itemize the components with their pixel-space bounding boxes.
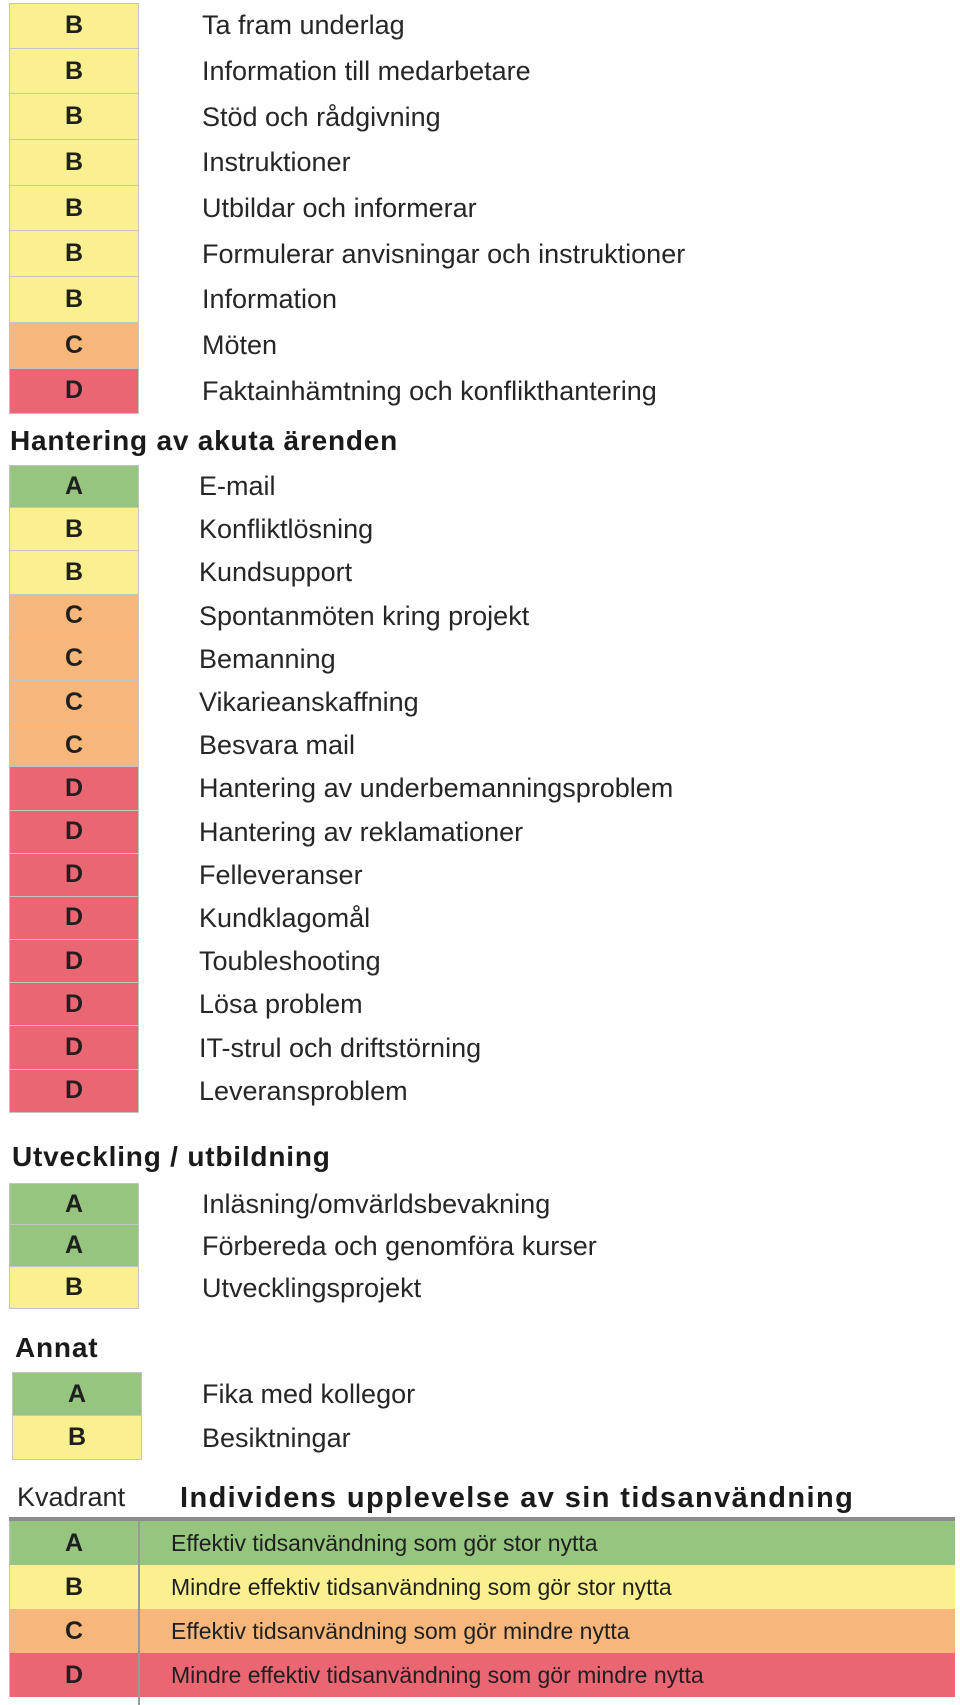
activity-row xyxy=(0,1026,960,1069)
legend-quadrant: D xyxy=(64,1660,84,1689)
quadrant-cell: D xyxy=(9,940,139,983)
activity-row xyxy=(0,186,960,232)
activity-label: Konfliktlösning xyxy=(199,514,374,545)
activity-label: Utvecklingsprojekt xyxy=(202,1272,422,1303)
legend-quadrant: B xyxy=(64,1572,84,1601)
quadrant-cell: B xyxy=(9,551,139,594)
activity-row xyxy=(0,940,960,983)
quadrant-cell: B xyxy=(9,140,139,186)
quadrant-cell: A xyxy=(12,1372,142,1416)
quadrant-cell: C xyxy=(9,323,139,369)
activity-label: Möten xyxy=(202,330,278,361)
activity-row xyxy=(0,638,960,681)
legend-description: Effektiv tidsanvändning som gör mindre nytta xyxy=(171,1617,630,1644)
quadrant-cell: C xyxy=(9,681,139,724)
quadrant-cell: A xyxy=(9,465,139,508)
activity-row xyxy=(0,681,960,724)
legend-header xyxy=(0,1482,960,1522)
quadrant-cell: C xyxy=(9,595,139,638)
quadrant-cell: D xyxy=(9,897,139,940)
activity-row xyxy=(0,1267,960,1309)
activity-label: Hantering av reklamationer xyxy=(199,816,524,847)
activity-label: Information till medarbetare xyxy=(202,56,531,87)
activity-row xyxy=(0,1183,960,1225)
activity-row xyxy=(0,465,960,508)
activity-label: Stöd och rådgivning xyxy=(202,101,441,132)
activity-row xyxy=(0,551,960,594)
activity-list xyxy=(0,3,960,414)
activity-section-1 xyxy=(0,3,960,414)
legend-row xyxy=(9,1653,955,1697)
quadrant-cell: B xyxy=(9,231,139,277)
quadrant-cell: D xyxy=(9,1070,139,1113)
activity-row xyxy=(0,854,960,897)
activity-label: Besvara mail xyxy=(199,730,356,761)
activity-row xyxy=(0,1416,960,1460)
quadrant-cell: A xyxy=(9,1183,139,1225)
activity-list xyxy=(0,465,960,1113)
legend-column-label: Kvadrant xyxy=(17,1482,126,1512)
quadrant-cell: B xyxy=(9,277,139,323)
activity-label: IT-strul och driftstörning xyxy=(199,1032,482,1063)
legend-row xyxy=(9,1521,955,1565)
activity-label: Utbildar och informerar xyxy=(202,193,477,224)
legend-column-divider xyxy=(138,1521,140,1705)
activity-section-acute xyxy=(0,465,960,1113)
activity-label: Information xyxy=(202,284,338,315)
quadrant-cell: C xyxy=(9,724,139,767)
activity-label: Toubleshooting xyxy=(199,946,381,977)
section-heading-acute: Hantering av akuta ärenden xyxy=(10,425,399,456)
legend-border xyxy=(9,1521,10,1697)
activity-section-other xyxy=(0,1372,960,1460)
activity-label: Kundklagomål xyxy=(199,902,371,933)
activity-label: E-mail xyxy=(199,471,276,502)
activity-row xyxy=(0,94,960,140)
quadrant-cell: B xyxy=(12,1416,142,1460)
legend-description: Mindre effektiv tidsanvändning som gör mindre nytta xyxy=(171,1661,704,1688)
activity-row xyxy=(0,595,960,638)
activity-label: Leveransproblem xyxy=(199,1075,408,1106)
activity-label: Bemanning xyxy=(199,643,336,674)
activity-label: Kundsupport xyxy=(199,557,353,588)
activity-row xyxy=(0,724,960,767)
activity-label: Formulerar anvisningar och instruktioner xyxy=(202,238,686,269)
activity-row xyxy=(0,3,960,49)
activity-list xyxy=(0,1372,960,1460)
activity-label: Lösa problem xyxy=(199,989,363,1020)
activity-label: Förbereda och genomföra kurser xyxy=(202,1230,597,1261)
quadrant-cell: B xyxy=(9,186,139,232)
section-heading-other: Annat xyxy=(15,1332,99,1363)
activity-row xyxy=(0,231,960,277)
legend-description: Mindre effektiv tidsanvändning som gör stor nytta xyxy=(171,1573,672,1600)
quadrant-cell: B xyxy=(9,1267,139,1309)
quadrant-cell: B xyxy=(9,3,139,49)
quadrant-cell: A xyxy=(9,1225,139,1267)
legend-row xyxy=(9,1565,955,1609)
quadrant-cell: C xyxy=(9,638,139,681)
activity-label: Spontanmöten kring projekt xyxy=(199,600,530,631)
activity-list xyxy=(0,1183,960,1309)
quadrant-legend xyxy=(9,1521,955,1697)
activity-row xyxy=(0,811,960,854)
legend-quadrant: A xyxy=(64,1528,84,1557)
activity-row xyxy=(0,140,960,186)
quadrant-cell: B xyxy=(9,508,139,551)
activity-label: Instruktioner xyxy=(202,147,351,178)
activity-row xyxy=(0,983,960,1026)
activity-label: Hantering av underbemanningsproblem xyxy=(199,773,674,804)
quadrant-cell: D xyxy=(9,983,139,1026)
activity-row xyxy=(0,49,960,95)
activity-row xyxy=(0,508,960,551)
legend-description: Effektiv tidsanvändning som gör stor nytta xyxy=(171,1529,598,1556)
legend-row xyxy=(9,1609,955,1653)
quadrant-cell: B xyxy=(9,49,139,95)
activity-row xyxy=(0,1225,960,1267)
activity-label: Ta fram underlag xyxy=(202,10,405,41)
activity-label: Felleveranser xyxy=(199,859,363,890)
activity-label: Vikarieanskaffning xyxy=(199,687,419,718)
legend-title: Individens upplevelse av sin tidsanvändning xyxy=(180,1482,855,1514)
activity-row xyxy=(0,1372,960,1416)
activity-label: Inläsning/omvärldsbevakning xyxy=(202,1188,551,1219)
activity-row xyxy=(0,323,960,369)
quadrant-cell: D xyxy=(9,767,139,810)
activity-section-development xyxy=(0,1183,960,1309)
activity-label: Besiktningar xyxy=(202,1422,351,1453)
quadrant-cell: D xyxy=(9,854,139,897)
activity-label: Faktainhämtning och konflikthantering xyxy=(202,375,657,406)
quadrant-cell: D xyxy=(9,811,139,854)
quadrant-cell: B xyxy=(9,94,139,140)
legend-quadrant: C xyxy=(64,1616,84,1645)
activity-row xyxy=(0,767,960,810)
activity-row xyxy=(0,277,960,323)
activity-row xyxy=(0,897,960,940)
quadrant-cell: D xyxy=(9,369,139,415)
activity-row xyxy=(0,1070,960,1113)
quadrant-cell: D xyxy=(9,1026,139,1069)
section-heading-development: Utveckling / utbildning xyxy=(12,1141,331,1172)
activity-row xyxy=(0,369,960,415)
activity-label: Fika med kollegor xyxy=(202,1378,416,1409)
